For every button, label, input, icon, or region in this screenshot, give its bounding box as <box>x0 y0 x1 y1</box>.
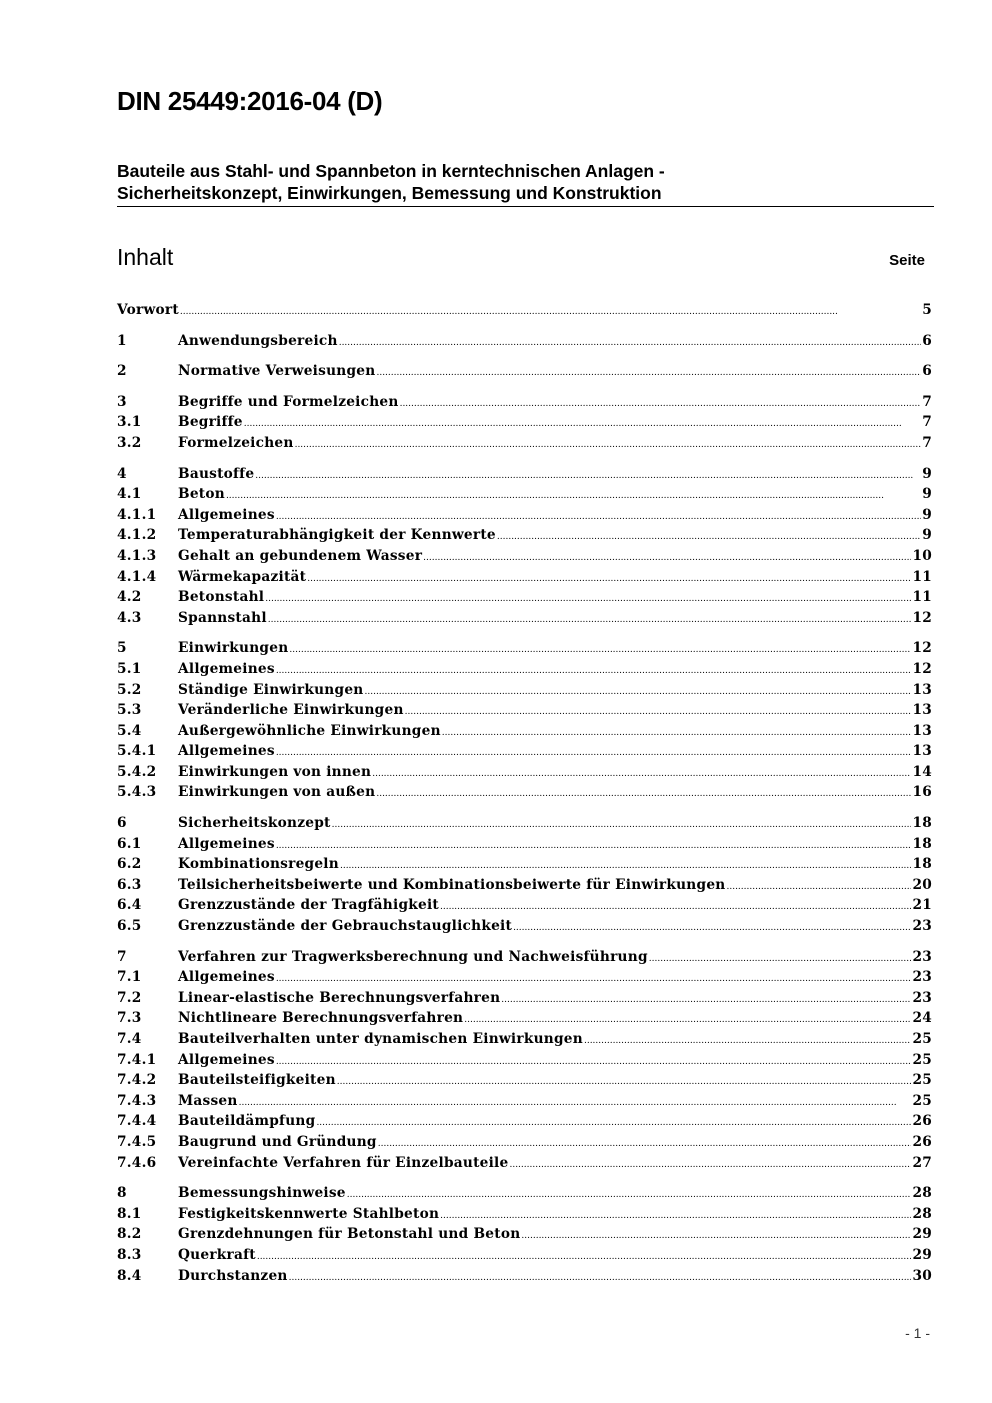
toc-entry[interactable] <box>117 990 932 1011</box>
toc-dot-leader <box>521 1226 911 1242</box>
toc-entry-number: 5.4 <box>117 722 142 739</box>
toc-entry-number: 7.4.5 <box>117 1133 157 1150</box>
toc-entry[interactable] <box>117 815 932 836</box>
toc-entry-number: 6.3 <box>117 876 142 893</box>
toc-entry-title: Linear-elastische Berechnungsverfahren <box>178 989 501 1006</box>
toc-dot-leader <box>289 1268 912 1284</box>
toc-entry[interactable] <box>117 610 932 631</box>
toc-entry[interactable] <box>117 1052 932 1073</box>
toc-dot-leader <box>584 1031 911 1047</box>
toc-entry-page: 14 <box>912 763 932 780</box>
toc-entry-page: 7 <box>922 414 932 431</box>
toc-page-column-label: Seite <box>889 252 925 269</box>
toc-entry-number: 7.4.6 <box>117 1154 157 1171</box>
toc-dot-leader <box>340 856 911 872</box>
toc-entry-page: 10 <box>912 547 932 564</box>
toc-entry-title: Allgemeines <box>178 835 275 852</box>
toc-dot-leader <box>464 1010 911 1026</box>
toc-dot-leader <box>423 548 911 564</box>
toc-entry-title: Vereinfachte Verfahren für Einzelbauteile <box>178 1154 509 1171</box>
toc-entry-number: 4.1.3 <box>117 547 157 564</box>
toc-dot-leader <box>226 486 921 502</box>
toc-entry-title: Nichtlineare Berechnungsverfahren <box>178 1010 464 1027</box>
toc-dot-leader <box>289 640 911 656</box>
toc-entry-number: 5.4.1 <box>117 743 157 760</box>
toc-entry-page: 6 <box>922 363 932 380</box>
toc-entry-title: Normative Verweisungen <box>178 363 376 380</box>
toc-entry-title: Spannstahl <box>178 609 267 626</box>
toc-dot-leader <box>649 949 912 965</box>
toc-entry-page: 27 <box>912 1154 932 1171</box>
toc-entry-title: Grenzdehnungen für Betonstahl und Beton <box>178 1226 521 1243</box>
toc-dot-leader <box>376 784 911 800</box>
toc-entry-number: 5.4.2 <box>117 763 157 780</box>
toc-entry-title: Formelzeichen <box>178 434 294 451</box>
toc-entry-number: 8.3 <box>117 1246 142 1263</box>
toc-entry-number: 3.1 <box>117 414 142 431</box>
toc-entry-page: 7 <box>922 434 932 451</box>
toc-dot-leader <box>239 1093 912 1109</box>
toc-entry[interactable] <box>117 394 932 415</box>
toc-entry-page: 26 <box>912 1133 932 1150</box>
toc-dot-leader <box>316 1113 911 1129</box>
toc-dot-leader <box>440 1206 911 1222</box>
toc-entry[interactable] <box>117 363 932 384</box>
toc-entry-title: Einwirkungen von außen <box>178 784 376 801</box>
toc-entry-page: 25 <box>912 1051 932 1068</box>
toc-entry[interactable] <box>117 969 932 990</box>
toc-entry-page: 11 <box>912 568 932 585</box>
toc-entry-page: 13 <box>912 702 932 719</box>
toc-entry-title: Allgemeines <box>178 743 275 760</box>
toc-entry[interactable] <box>117 1247 932 1268</box>
toc-entry[interactable] <box>117 435 932 456</box>
toc-entry-title: Festigkeitskennwerte Stahlbeton <box>178 1205 440 1222</box>
toc-dot-leader <box>509 1155 911 1171</box>
toc-dot-leader <box>244 414 921 430</box>
toc-entry-title: Grenzzustände der Gebrauchstauglichkeit <box>178 918 513 935</box>
toc-entry-number: 4.1.2 <box>117 527 157 544</box>
toc-entry-title: Gehalt an gebundenem Wasser <box>178 547 423 564</box>
toc-dot-leader <box>372 764 911 780</box>
toc-entry[interactable] <box>117 507 932 528</box>
toc-entry-page: 20 <box>912 876 932 893</box>
toc-dot-leader <box>307 569 911 585</box>
toc-dot-leader <box>276 836 912 852</box>
toc-entry-title: Verfahren zur Tragwerksberechnung und Nachweisführung <box>178 948 648 965</box>
toc-entry-title: Querkraft <box>178 1246 256 1263</box>
toc-entry-number: 6.4 <box>117 897 142 914</box>
toc-dot-leader <box>180 302 921 318</box>
toc-entry-number: 2 <box>117 363 127 380</box>
toc-entry-page: 29 <box>912 1226 932 1243</box>
toc-entry-number: 3 <box>117 393 127 410</box>
toc-entry-page: 26 <box>912 1113 932 1130</box>
toc-entry-number: 7.3 <box>117 1010 142 1027</box>
toc-entry-page: 18 <box>912 815 932 832</box>
toc-entry-page: 12 <box>912 660 932 677</box>
toc-entry-page: 16 <box>912 784 932 801</box>
toc-entry-page: 30 <box>912 1267 932 1284</box>
toc-entry[interactable] <box>117 414 932 435</box>
toc-entry[interactable] <box>117 1010 932 1031</box>
toc-entry-number: 6 <box>117 815 127 832</box>
toc-entry-page: 28 <box>912 1185 932 1202</box>
toc-entry[interactable] <box>117 1185 932 1206</box>
toc-entry-title: Teilsicherheitsbeiwerte und Kombinationsbeiwerte für Einwirkungen <box>178 876 726 893</box>
toc-entry-number: 7.1 <box>117 969 142 986</box>
toc-entry-number: 4.1.1 <box>117 506 157 523</box>
toc-dot-leader <box>268 610 912 626</box>
subtitle-line-2: Sicherheitskonzept, Einwirkungen, Bemessung und Konstruktion <box>117 183 662 203</box>
toc-entry-title: Allgemeines <box>178 506 275 523</box>
toc-entry-page: 25 <box>912 1092 932 1109</box>
toc-entry-number: 4.1.4 <box>117 568 157 585</box>
table-of-contents <box>117 302 932 1288</box>
title-divider <box>117 206 934 207</box>
toc-dot-leader <box>497 527 921 543</box>
toc-dot-leader <box>276 743 912 759</box>
toc-entry-number: 7.4.4 <box>117 1113 157 1130</box>
toc-entry-number: 5 <box>117 640 127 657</box>
toc-entry-number: 6.5 <box>117 918 142 935</box>
toc-dot-leader <box>265 589 911 605</box>
toc-heading: Inhalt <box>117 244 174 270</box>
toc-entry-page: 9 <box>922 465 932 482</box>
toc-entry[interactable] <box>117 1031 932 1052</box>
toc-dot-leader <box>276 969 912 985</box>
toc-entry-title: Kombinationsregeln <box>178 856 339 873</box>
toc-entry[interactable] <box>117 486 932 507</box>
toc-entry-number: 7.4.3 <box>117 1092 157 1109</box>
toc-entry-page: 25 <box>912 1031 932 1047</box>
document-code: DIN 25449:2016-04 (D) <box>117 86 383 116</box>
toc-entry-page: 13 <box>912 722 932 739</box>
toc-entry[interactable] <box>117 548 932 569</box>
toc-entry-number: 3.2 <box>117 434 142 451</box>
document-subtitle <box>117 160 934 204</box>
toc-entry-title: Wärmekapazität <box>178 568 307 585</box>
toc-dot-leader <box>276 661 912 677</box>
toc-entry-page: 5 <box>922 302 932 318</box>
toc-entry-number: 5.1 <box>117 660 142 677</box>
toc-entry-page: 13 <box>912 681 932 698</box>
toc-entry-title: Betonstahl <box>178 589 265 606</box>
toc-dot-leader <box>332 815 912 831</box>
toc-dot-leader <box>726 877 911 893</box>
toc-entry-page: 21 <box>912 897 932 914</box>
toc-entry-title: Durchstanzen <box>178 1267 288 1284</box>
toc-entry[interactable] <box>117 949 932 970</box>
toc-dot-leader <box>255 466 921 482</box>
toc-dot-leader <box>400 394 922 410</box>
toc-entry-page: 9 <box>922 527 932 544</box>
toc-dot-leader <box>295 435 922 451</box>
toc-entry-title: Beton <box>178 486 225 503</box>
toc-entry-title: Baustoffe <box>178 465 255 482</box>
toc-entry-number: 4 <box>117 465 127 482</box>
toc-entry-number: 6.2 <box>117 856 142 873</box>
toc-entry-number: 7.4.2 <box>117 1072 157 1089</box>
toc-entry-number: 7 <box>117 948 127 965</box>
toc-entry-title: Vorwort <box>117 302 179 318</box>
toc-entry[interactable] <box>117 569 932 590</box>
subtitle-line-1: Bauteile aus Stahl- und Spannbeton in kerntechnischen Anlagen - <box>117 161 665 181</box>
toc-entry[interactable] <box>117 836 932 857</box>
toc-entry-number: 8.2 <box>117 1226 142 1243</box>
toc-dot-leader <box>339 333 922 349</box>
toc-entry[interactable] <box>117 1155 932 1176</box>
toc-entry[interactable] <box>117 702 932 723</box>
toc-entry-number: 5.2 <box>117 681 142 698</box>
toc-entry-number: 5.4.3 <box>117 784 157 801</box>
toc-entry-title: Einwirkungen von innen <box>178 763 372 780</box>
toc-entry[interactable] <box>117 1113 932 1134</box>
toc-entry-title: Außergewöhnliche Einwirkungen <box>178 722 441 739</box>
toc-entry[interactable] <box>117 856 932 877</box>
toc-entry-page: 12 <box>912 640 932 657</box>
toc-entry-number: 8.1 <box>117 1205 142 1222</box>
toc-dot-leader <box>257 1247 912 1263</box>
toc-entry-title: Baugrund und Gründung <box>178 1133 377 1150</box>
toc-entry-title: Einwirkungen <box>178 640 289 657</box>
toc-entry[interactable] <box>117 1134 932 1155</box>
toc-entry[interactable] <box>117 1093 932 1114</box>
toc-dot-leader <box>440 897 911 913</box>
toc-entry[interactable] <box>117 1226 932 1247</box>
toc-entry-page: 23 <box>912 969 932 986</box>
toc-entry-number: 1 <box>117 332 127 349</box>
toc-dot-leader <box>513 918 911 934</box>
toc-entry[interactable] <box>117 743 932 764</box>
toc-entry-number: 4.1 <box>117 486 142 503</box>
toc-entry[interactable] <box>117 333 932 354</box>
toc-entry-number: 7.4 <box>117 1031 142 1047</box>
toc-entry-page: 9 <box>922 506 932 523</box>
toc-entry-title: Begriffe und Formelzeichen <box>178 393 399 410</box>
toc-dot-leader <box>337 1072 912 1088</box>
toc-entry[interactable] <box>117 784 932 805</box>
toc-entry[interactable] <box>117 877 932 898</box>
toc-entry-title: Veränderliche Einwirkungen <box>178 702 404 719</box>
toc-entry[interactable] <box>117 589 932 610</box>
toc-entry-page: 11 <box>912 589 932 606</box>
toc-entry-page: 23 <box>912 948 932 965</box>
toc-entry-title: Bemessungshinweise <box>178 1185 346 1202</box>
toc-entry[interactable] <box>117 302 932 323</box>
toc-entry-page: 18 <box>912 856 932 873</box>
toc-entry-number: 8.4 <box>117 1267 142 1284</box>
toc-entry-page: 28 <box>912 1205 932 1222</box>
toc-entry-title: Bauteilverhalten unter dynamischen Einwirkungen <box>178 1031 583 1047</box>
toc-entry-title: Allgemeines <box>178 660 275 677</box>
toc-entry-title: Begriffe <box>178 414 243 431</box>
toc-entry[interactable] <box>117 661 932 682</box>
toc-entry[interactable] <box>117 1268 932 1289</box>
toc-entry-number: 7.4.1 <box>117 1051 157 1068</box>
toc-entry-number: 7.2 <box>117 989 142 1006</box>
toc-entry-number: 4.2 <box>117 589 142 606</box>
page-number: - 1 - <box>905 1325 930 1341</box>
toc-entry-page: 24 <box>912 1010 932 1027</box>
toc-dot-leader <box>405 702 912 718</box>
toc-dot-leader <box>442 723 912 739</box>
toc-entry-title: Anwendungsbereich <box>178 332 338 349</box>
toc-entry[interactable] <box>117 640 932 661</box>
toc-entry-title: Temperaturabhängigkeit der Kennwerte <box>178 527 496 544</box>
toc-dot-leader <box>276 507 921 523</box>
toc-dot-leader <box>501 990 911 1006</box>
toc-entry-page: 18 <box>912 835 932 852</box>
toc-entry-title: Bauteildämpfung <box>178 1113 316 1130</box>
toc-entry[interactable] <box>117 466 932 487</box>
toc-entry[interactable] <box>117 1206 932 1227</box>
toc-entry-number: 4.3 <box>117 609 142 626</box>
toc-entry[interactable] <box>117 897 932 918</box>
toc-entry[interactable] <box>117 764 932 785</box>
toc-dot-leader <box>347 1185 912 1201</box>
toc-entry-page: 12 <box>912 609 932 626</box>
toc-entry-title: Allgemeines <box>178 969 275 986</box>
toc-dot-leader <box>378 1134 912 1150</box>
toc-entry-page: 13 <box>912 743 932 760</box>
toc-entry[interactable] <box>117 1072 932 1093</box>
toc-entry-title: Sicherheitskonzept <box>178 815 331 832</box>
toc-entry-page: 7 <box>922 393 932 410</box>
toc-entry-page: 25 <box>912 1072 932 1089</box>
toc-entry-number: 6.1 <box>117 835 142 852</box>
toc-entry-page: 29 <box>912 1246 932 1263</box>
toc-dot-leader <box>376 363 921 379</box>
toc-dot-leader <box>276 1052 912 1068</box>
toc-entry-number: 5.3 <box>117 702 142 719</box>
toc-entry[interactable] <box>117 682 932 703</box>
toc-entry-page: 23 <box>912 989 932 1006</box>
toc-entry-title: Ständige Einwirkungen <box>178 681 364 698</box>
toc-entry[interactable] <box>117 527 932 548</box>
toc-entry-number: 8 <box>117 1185 127 1202</box>
toc-entry-title: Massen <box>178 1092 238 1109</box>
toc-entry[interactable] <box>117 723 932 744</box>
toc-entry-page: 9 <box>922 486 932 503</box>
toc-entry-title: Allgemeines <box>178 1051 275 1068</box>
toc-entry-title: Grenzzustände der Tragfähigkeit <box>178 897 439 914</box>
toc-entry[interactable] <box>117 918 932 939</box>
toc-entry-page: 23 <box>912 918 932 935</box>
toc-entry-page: 6 <box>922 332 932 349</box>
toc-dot-leader <box>365 682 912 698</box>
toc-entry-title: Bauteilsteifigkeiten <box>178 1072 336 1089</box>
